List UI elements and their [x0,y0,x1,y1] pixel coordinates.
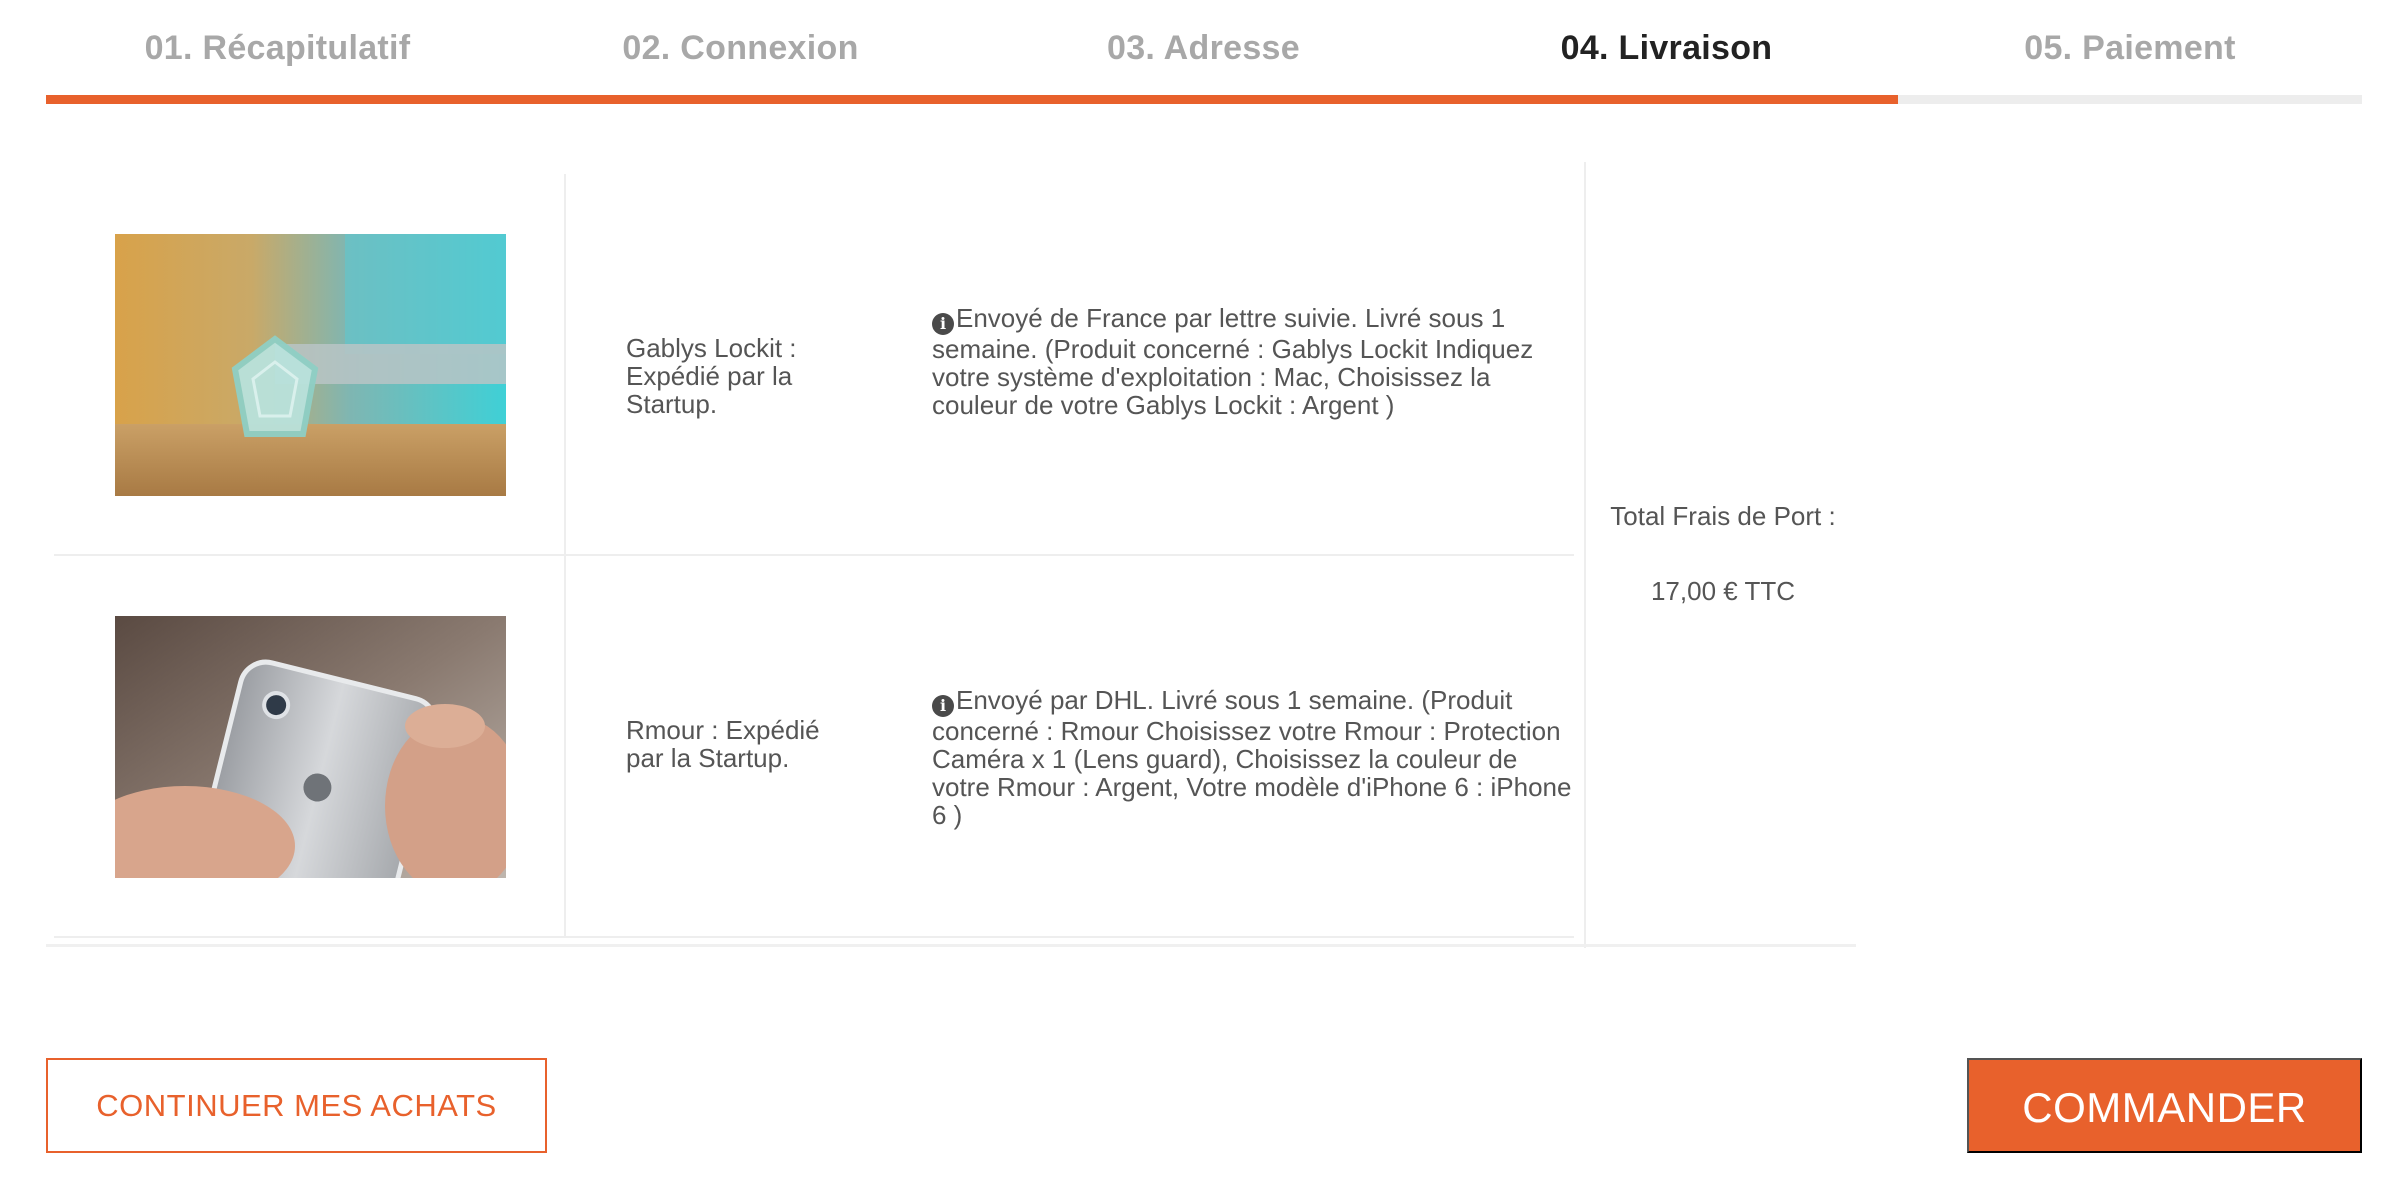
product-name: Rmour : Expédié par la Startup. [626,715,820,773]
step-label: 03. Adresse [1107,29,1300,67]
step-livraison [1435,0,1898,104]
step-recapitulatif[interactable] [46,0,509,104]
step-label: 05. Paiement [2024,29,2236,67]
step-label: 01. Récapitulatif [144,29,411,67]
row-divider [54,936,1574,938]
step-connexion[interactable] [509,0,972,104]
step-progress-bar [1435,95,1898,104]
shipping-description [932,304,1572,419]
step-progress-bar [1898,95,2362,104]
rmour-iphone-photo [115,616,506,878]
step-progress-bar [509,95,972,104]
info-icon: i [932,313,954,335]
shipping-description [932,686,1572,829]
order-button[interactable]: COMMANDER [1967,1058,2362,1153]
shipping-text: Envoyé par DHL. Livré sous 1 semaine. (Produit concerné : Rmour Choisissez votre Rmour : Protection Caméra x 1 (Lens guard), Choisissez la couleur de votre Rmour : Argent, Votre modèle d'iPhone 6 : iPhone 6 ) [932,685,1572,830]
shipping-text: Envoyé de France par lettre suivie. Livré sous 1 semaine. (Produit concerné : Gablys Lockit Indiquez votre système d'exploitation : Mac, Choisissez la couleur de votre Gablys Lockit : Argent ) [932,303,1534,420]
step-label: 02. Connexion [622,29,859,67]
column-divider [564,174,566,556]
shipping-table [46,162,1856,948]
info-icon: i [932,695,954,717]
product-name: Gablys Lockit : Expédié par la Startup. [626,333,797,419]
continue-shopping-button[interactable]: CONTINUER MES ACHATS [46,1058,547,1153]
shipping-total-value: 17,00 € TTC [1650,576,1796,606]
step-progress-bar [46,95,509,104]
shipping-total-label: Total Frais de Port : [1610,501,1836,531]
table-row [54,556,1574,938]
column-divider [1584,162,1586,948]
column-divider [564,556,566,938]
gablys-lockit-photo [115,234,506,496]
table-row [54,174,1574,556]
table-divider [46,944,1856,947]
checkout-steps [46,0,2362,104]
step-adresse[interactable] [972,0,1435,104]
step-paiement [1898,0,2362,104]
step-label: 04. Livraison [1560,29,1773,67]
step-progress-bar [972,95,1435,104]
